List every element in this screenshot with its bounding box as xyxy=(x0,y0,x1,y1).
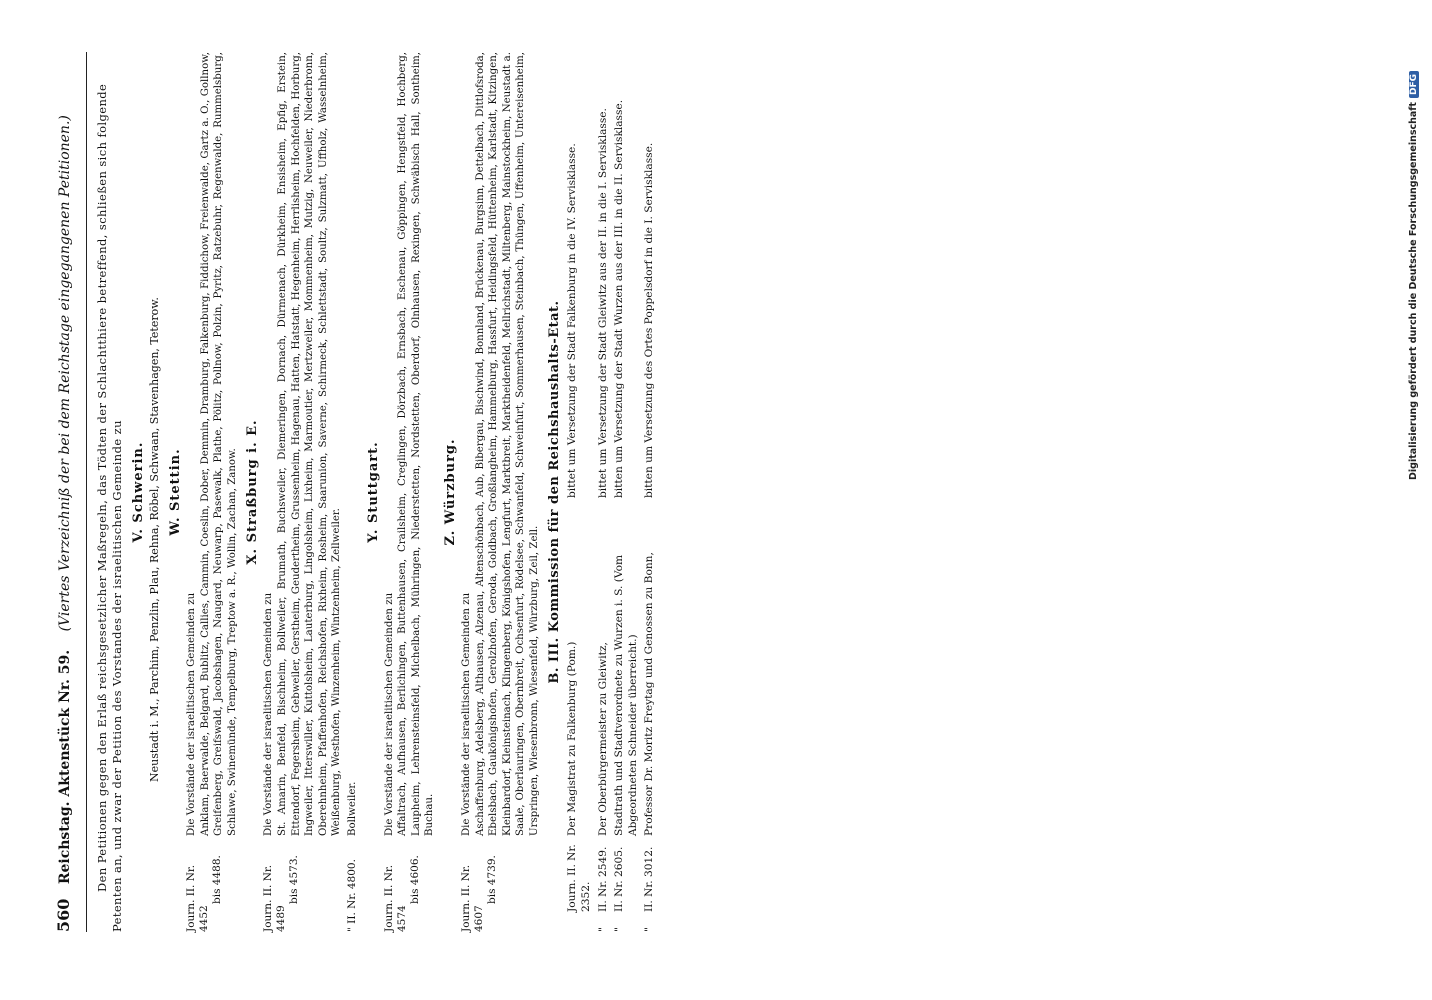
petition-request: bittet um Versetzung der Stadt Falkenburg in die IV. Servisklasse. xyxy=(566,143,579,498)
running-title: (Viertes Verzeichniß der bei dem Reichstage eingegangenen Petitionen.) xyxy=(57,115,73,632)
entry-text: Die Vorstände der israelitischen Gemeinden zu Aschaffenburg, Adelsberg, Althausen, Alzenau, Altenschönbach, Aub, Bibergau, Bischwind, Bonnland, Brückenau, Burgsinn, Dettelbach, Dittlofsroda, Ebelsbach, Gaukönigshofen, Gerolzhofen, Geroda, Goldbach, Großlangheim, Hammelburg, Hassfurt, Heidingsfeld, Hüttenheim, Karlstadt, Kitzingen, Kleinbardorf, Kleinsteinach, Klingenberg, Königshofen, Lengfurt, Marktbreit, Marktheidenfeld, Mellrichstadt, Miltenberg, Mainstockheim, Neustadt a. Saale, Oberlauringen, Obernbreit, Ochsenfurt, Rödelsee, Schwanfeld, Schweinfurt, Sommerhausen, Steinbach, Thüngen, Uffenheim, Untereisenheim, Urspringen, Wiesenbronn, Wiesenfeld, Würzburg, Zeil, Zell. xyxy=(460,52,540,836)
table-row xyxy=(566,52,593,932)
header-rule xyxy=(86,52,87,932)
commission-heading: B. III. Kommission für den Reichshaushalts-Etat. xyxy=(547,300,563,684)
journal-ref: " II. Nr. 4800. xyxy=(345,859,358,932)
section-heading-stuttgart: Y. Stuttgart. xyxy=(365,441,381,543)
section-heading-schwerin: V. Schwerin. xyxy=(131,441,146,543)
table-row: " II. Nr. 2549. Der Oberbürgermeister zu Gleiwitz, bittet um Versetzung der Stadt Gleiwitz aus der II. in die I. Servisklasse. xyxy=(597,52,611,932)
section-heading-stettin: W. Stettin. xyxy=(168,448,183,536)
journal-ref: II. Nr. 2549. xyxy=(596,846,609,912)
list-item xyxy=(262,52,344,932)
journal-ref: Journ. II. Nr. 4489 bis 4573. xyxy=(262,855,301,932)
section-heading-wuerzburg: Z. Würzburg. xyxy=(442,438,458,546)
schwerin-communities: Neustadt i. M., Parchim, Penzlin, Plau, Rehna, Röbel, Schwaan, Stavenhagen, Teterow. xyxy=(148,297,161,782)
entry-text: Die Vorstände der israelitischen Gemeinden zu Anklam, Baerwalde, Belgard, Bublitz, Callies, Cammin, Coeslin, Dober, Demmin, Dramburg, Falkenburg, Fiddichow, Freienwalde, Gartz a. O., Gollnow, Greifenberg, Greifswald, Jacobshagen, Naugard, Neuwarp, Pasewalk, Plathe, Pölitz, Pollnow, Polzin, Pyritz, Ratzebuhr, Regenwalde, Rummelsburg, Schlawe, Swinemünde, Tempelburg, Treptow a. R., Wollin, Zachan, Zanow. xyxy=(186,52,238,836)
journal-ref: Journ. II. Nr. 2352. xyxy=(566,844,593,912)
entry-text: Die Vorstände der israelitischen Gemeinden zu St. Amarin, Benfeld, Bischheim, Bollweiler, Brumath, Buchsweiler, Diemeringen, Dornach, Dürmenach, Dürkheim, Ensisheim, Epfig, Erstein, Ettendorf, Fegersheim, Gebweiler, Gerstheim, Geudertheim, Grussenheim, Hagenau, Hatten, Hatstatt, Hegenheim, Herrlisheim, Hochfelden, Horburg, Ingweiler, Itterswiller, Kuttolsheim, Lauterburg, Lingolsheim, Lixheim, Marmoutier, Mertzweiler, Mommenheim, Mutzig, Neuweiler, Niederbronn, Oberehnheim, Pfaffenhofen, Reichshofen, Rixheim, Rosheim, Saarunion, Saverne, Schirmeck, Schlettstadt, Soultz, Sulzmatt, Uffholz, Wasselnheim, Weißenburg, Westhofen, Winzenheim, Wintzenheim, Zellweiler. xyxy=(263,52,343,836)
section-heading-strassburg: X. Straßburg i. E. xyxy=(245,419,261,565)
entry-text: Die Vorstände der israelitischen Gemeinden zu Affaltrach, Aufhausen, Berlichingen, Buttenhausen, Crailsheim, Creglingen, Dörzbach, Ernsbach, Eschenau, Göppingen, Hengstfeld, Hochberg, Laupheim, Lehrensteinsfeld, Michelbach, Mühringen, Niederstetten, Nordstetten, Oberdorf, Olnhausen, Rexingen, Schwäbisch Hall, Sontheim, Buchau. xyxy=(383,52,436,836)
petition-request: bitten um Versetzung der Stadt Wurzen aus der III. in die II. Servisklasse. xyxy=(613,99,626,498)
list-item xyxy=(460,52,542,932)
page-header xyxy=(54,52,84,932)
page-body xyxy=(54,52,660,932)
list-item xyxy=(346,52,360,932)
list-item xyxy=(185,52,239,932)
intro-paragraph: Den Petitionen gegen den Erlaß reichsgesetzlicher Maßregeln, das Tödten der Schlachtthiere betreffend, schließen sich folgende Petenten an, und zwar der Petition des Vorstandes der israelitischen Gemeinde zu xyxy=(95,83,124,932)
dfg-funding-note: Digitalisierung gefördert durch die Deutsche ForschungsgemeinschaftDFG xyxy=(1408,71,1419,480)
journal-ref: II. Nr. 3012. xyxy=(643,846,656,912)
table-row: " II. Nr. 3012. Professor Dr. Moritz Freytag und Genossen zu Bonn, bitten um Versetzung des Ortes Poppelsdorf in die I. Servisklasse. xyxy=(643,52,657,932)
petitioner: Der Oberbürgermeister zu Gleiwitz, xyxy=(596,642,609,836)
petitioner: Professor Dr. Moritz Freytag und Genossen zu Bonn, xyxy=(643,552,656,836)
page-number: 560 xyxy=(54,898,73,932)
petitioner: Stadtrath und Stadtverordnete zu Wurzen i. S. (Vom Abgeordneten Schneider überreicht.) xyxy=(613,554,639,836)
petition-request: bitten um Versetzung des Ortes Poppelsdorf in die I. Servisklasse. xyxy=(643,142,656,498)
journal-ref: Journ. II. Nr. 4452 bis 4488. xyxy=(185,855,223,932)
page-title: Reichstag. Aktenstück Nr. 59. xyxy=(57,649,73,885)
journal-ref: II. Nr. 2605. xyxy=(613,846,626,912)
dfg-logo: DFG xyxy=(1409,71,1419,98)
journal-ref: Journ. II. Nr. 4607 bis 4739. xyxy=(459,855,498,932)
journal-ref: Journ. II. Nr. 4574 bis 4606. xyxy=(382,855,421,932)
entry-text: Bollweiler. xyxy=(346,781,358,836)
petitioner: Der Magistrat zu Falkenburg (Pom.) xyxy=(566,641,579,836)
petition-request: bittet um Versetzung der Stadt Gleiwitz aus der II. in die I. Servisklasse. xyxy=(596,108,609,498)
table-row: " II. Nr. 2605. Stadtrath und Stadtverordnete zu Wurzen i. S. (Vom Abgeordneten Schneider überreicht.) bitten um Versetzung der Stadt Wurzen aus der III. in die II. Servisklasse. xyxy=(613,52,640,932)
list-item xyxy=(383,52,437,932)
